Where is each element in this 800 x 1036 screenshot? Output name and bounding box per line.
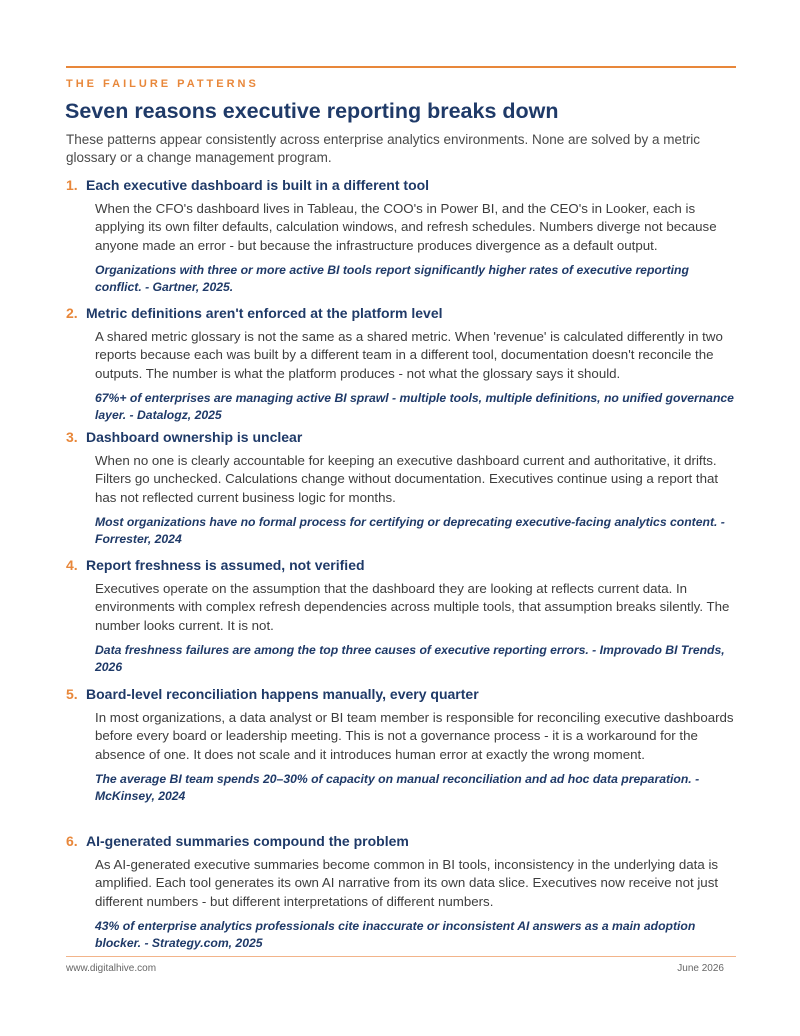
item-citation: Most organizations have no formal process for certifying or deprecating executive-facing analytics content. - Forrester, 2024 [95, 514, 725, 546]
item-number: 6. [66, 833, 78, 849]
item-title: Report freshness is assumed, not verified [86, 557, 365, 573]
item-citation: The average BI team spends 20–30% of capacity on manual reconciliation and ad hoc data preparation. - McKinsey, 2024 [95, 771, 700, 803]
top-divider [66, 66, 736, 68]
item-title: Each executive dashboard is built in a different tool [86, 177, 430, 193]
footer-website: www.digitalhive.com [66, 963, 157, 974]
item-body: Executives operate on the assumption that the dashboard they are looking at reflects current data. In environments with complex refresh dependencies across multiple tools, that assumption breaks silently. The number looks current. It is not. [95, 581, 730, 633]
footer-divider [66, 956, 736, 957]
failure-pattern-1 [66, 177, 736, 296]
item-number: 1. [66, 177, 78, 193]
item-citation: 43% of enterprise analytics professionals cite inaccurate or inconsistent AI answers as a main adoption blocker. - Strategy.com, 2025 [95, 918, 696, 950]
failure-pattern-5 [66, 686, 736, 805]
item-title: Board-level reconciliation happens manually, every quarter [86, 686, 479, 702]
item-number: 4. [66, 557, 78, 573]
item-citation: Data freshness failures are among the top three causes of executive reporting errors. - Improvado BI Trends, 2026 [95, 642, 725, 674]
item-title: Dashboard ownership is unclear [86, 429, 303, 445]
failure-pattern-4 [66, 557, 736, 676]
item-number: 2. [66, 305, 78, 321]
failure-pattern-3 [66, 429, 736, 548]
item-number: 5. [66, 686, 78, 702]
intro-paragraph: These patterns appear consistently across enterprise analytics environments. None are solved by a metric glossary or a change management program. [66, 132, 701, 165]
failure-pattern-6 [66, 833, 736, 952]
item-body: When no one is clearly accountable for keeping an executive dashboard current and authoritative, it drifts. Filters go unchecked. Calculations change without documentation. Executives continue using a report that has not reflected current business logic for months. [95, 453, 719, 505]
item-citation: 67%+ of enterprises are managing active BI sprawl - multiple tools, multiple definitions, no unified governance layer. - Datalogz, 2025 [95, 390, 734, 422]
page-title: Seven reasons executive reporting breaks down [65, 99, 559, 123]
item-body: In most organizations, a data analyst or BI team member is responsible for reconciling executive dashboards before every board or leadership meeting. This is not a governance process - it is a workaround for the absence of one. It does not scale and it introduces human error at exactly the wrong moment. [95, 710, 734, 762]
item-body: As AI-generated executive summaries become common in BI tools, inconsistency in the underlying data is amplified. Each tool generates its own AI narrative from its own data slice. Executives now receive not just different numbers - but different interpretations of different numbers. [95, 857, 719, 909]
footer-date: June 2026 [677, 963, 724, 974]
item-number: 3. [66, 429, 78, 445]
item-title: AI-generated summaries compound the problem [86, 833, 409, 849]
item-title: Metric definitions aren't enforced at the platform level [86, 305, 443, 321]
item-citation: Organizations with three or more active BI tools report significantly higher rates of executive reporting conflict. - Gartner, 2025. [95, 262, 689, 294]
section-eyebrow: THE FAILURE PATTERNS [66, 78, 259, 90]
item-body: When the CFO's dashboard lives in Tableau, the COO's in Power BI, and the CEO's in Looker, each is applying its own filter defaults, calculation windows, and refresh schedules. Numbers diverge not because anyone made an error - but because the infrastructure produces divergence as a default output. [95, 201, 717, 253]
failure-pattern-2 [66, 305, 736, 424]
item-body: A shared metric glossary is not the same as a shared metric. When 'revenue' is calculated differently in two reports because each was built by a different team in a different tool, documentation doesn't reconcile the outputs. The number is what the platform produces - not what the glossary says it should. [95, 329, 723, 381]
